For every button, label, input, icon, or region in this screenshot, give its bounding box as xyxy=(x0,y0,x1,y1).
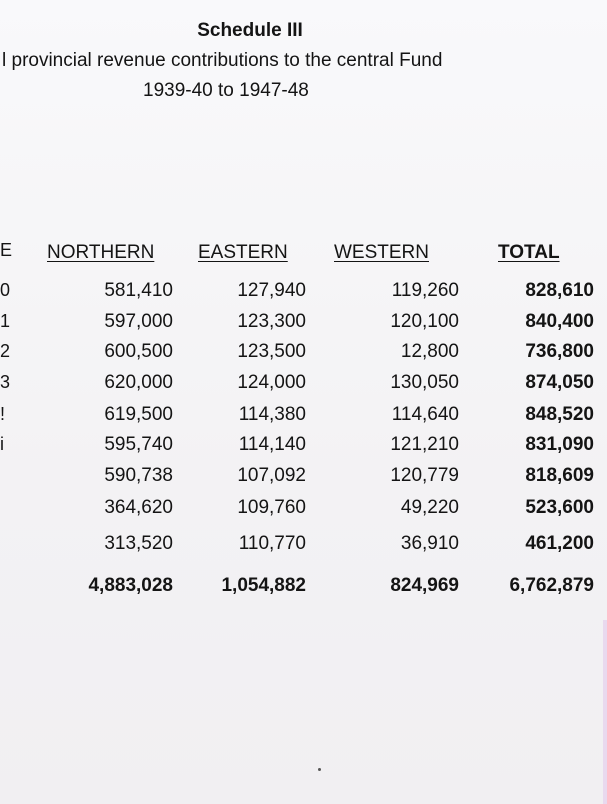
cell-total: 831,090 xyxy=(525,434,594,455)
cell-eastern: 114,140 xyxy=(238,434,306,455)
cell-western: 130,050 xyxy=(390,372,459,393)
cell-eastern: 123,500 xyxy=(237,341,306,362)
cell-total: 874,050 xyxy=(525,372,594,393)
cell-eastern: 124,000 xyxy=(237,372,306,393)
page-edge-shadow xyxy=(603,620,607,804)
cell-eastern: 123,300 xyxy=(237,311,306,332)
cell-western: 36,910 xyxy=(400,533,459,554)
row-label-fragment: 2 xyxy=(0,341,11,361)
row-label-fragment: ! xyxy=(0,404,6,424)
header-eastern: EASTERN xyxy=(198,242,288,263)
row-label-fragment: 3 xyxy=(0,372,11,392)
cell-eastern: 127,940 xyxy=(237,280,306,301)
cell-northern: 620,000 xyxy=(104,372,173,393)
cell-eastern: 114,380 xyxy=(238,404,306,425)
cell-northern: 595,740 xyxy=(104,434,173,455)
row-label-fragment: 1 xyxy=(0,311,11,331)
schedule-title: Schedule III xyxy=(197,20,303,41)
cell-total: 840,400 xyxy=(525,311,594,332)
cell-western: 119,260 xyxy=(391,280,459,301)
cell-northern: 313,520 xyxy=(104,533,173,554)
total-western: 824,969 xyxy=(390,575,459,596)
cell-total: 461,200 xyxy=(525,533,594,554)
schedule-period: 1939-40 to 1947-48 xyxy=(143,80,309,101)
total-total: 6,762,879 xyxy=(509,575,594,596)
speck xyxy=(318,768,321,771)
cell-total: 828,610 xyxy=(525,280,594,301)
cell-western: 114,640 xyxy=(391,404,459,425)
header-western: WESTERN xyxy=(334,242,429,263)
cell-eastern: 110,770 xyxy=(238,533,306,554)
cell-eastern: 109,760 xyxy=(237,497,306,518)
cell-northern: 600,500 xyxy=(104,341,173,362)
cell-northern: 364,620 xyxy=(104,497,173,518)
cell-eastern: 107,092 xyxy=(237,465,306,486)
total-eastern: 1,054,882 xyxy=(221,575,306,596)
row-label-fragment: 0 xyxy=(0,280,11,300)
row-label-fragment: E xyxy=(0,240,12,260)
cell-western: 12,800 xyxy=(400,341,459,362)
cell-western: 120,779 xyxy=(390,465,459,486)
cell-total: 848,520 xyxy=(525,404,594,425)
header-total: TOTAL xyxy=(498,242,560,263)
cell-total: 736,800 xyxy=(525,341,594,362)
cell-total: 818,609 xyxy=(525,465,594,486)
row-label-fragment: i xyxy=(0,434,4,454)
cell-western: 49,220 xyxy=(400,497,459,518)
cell-western: 120,100 xyxy=(390,311,459,332)
cell-northern: 597,000 xyxy=(104,311,173,332)
cell-western: 121,210 xyxy=(390,434,459,455)
cell-total: 523,600 xyxy=(525,497,594,518)
header-northern: NORTHERN xyxy=(47,242,155,263)
cell-northern: 619,500 xyxy=(104,404,173,425)
schedule-subtitle: l provincial revenue contributions to the central Fund xyxy=(2,50,443,71)
cell-northern: 590,738 xyxy=(104,465,173,486)
cell-northern: 581,410 xyxy=(104,280,173,301)
total-northern: 4,883,028 xyxy=(88,575,173,596)
